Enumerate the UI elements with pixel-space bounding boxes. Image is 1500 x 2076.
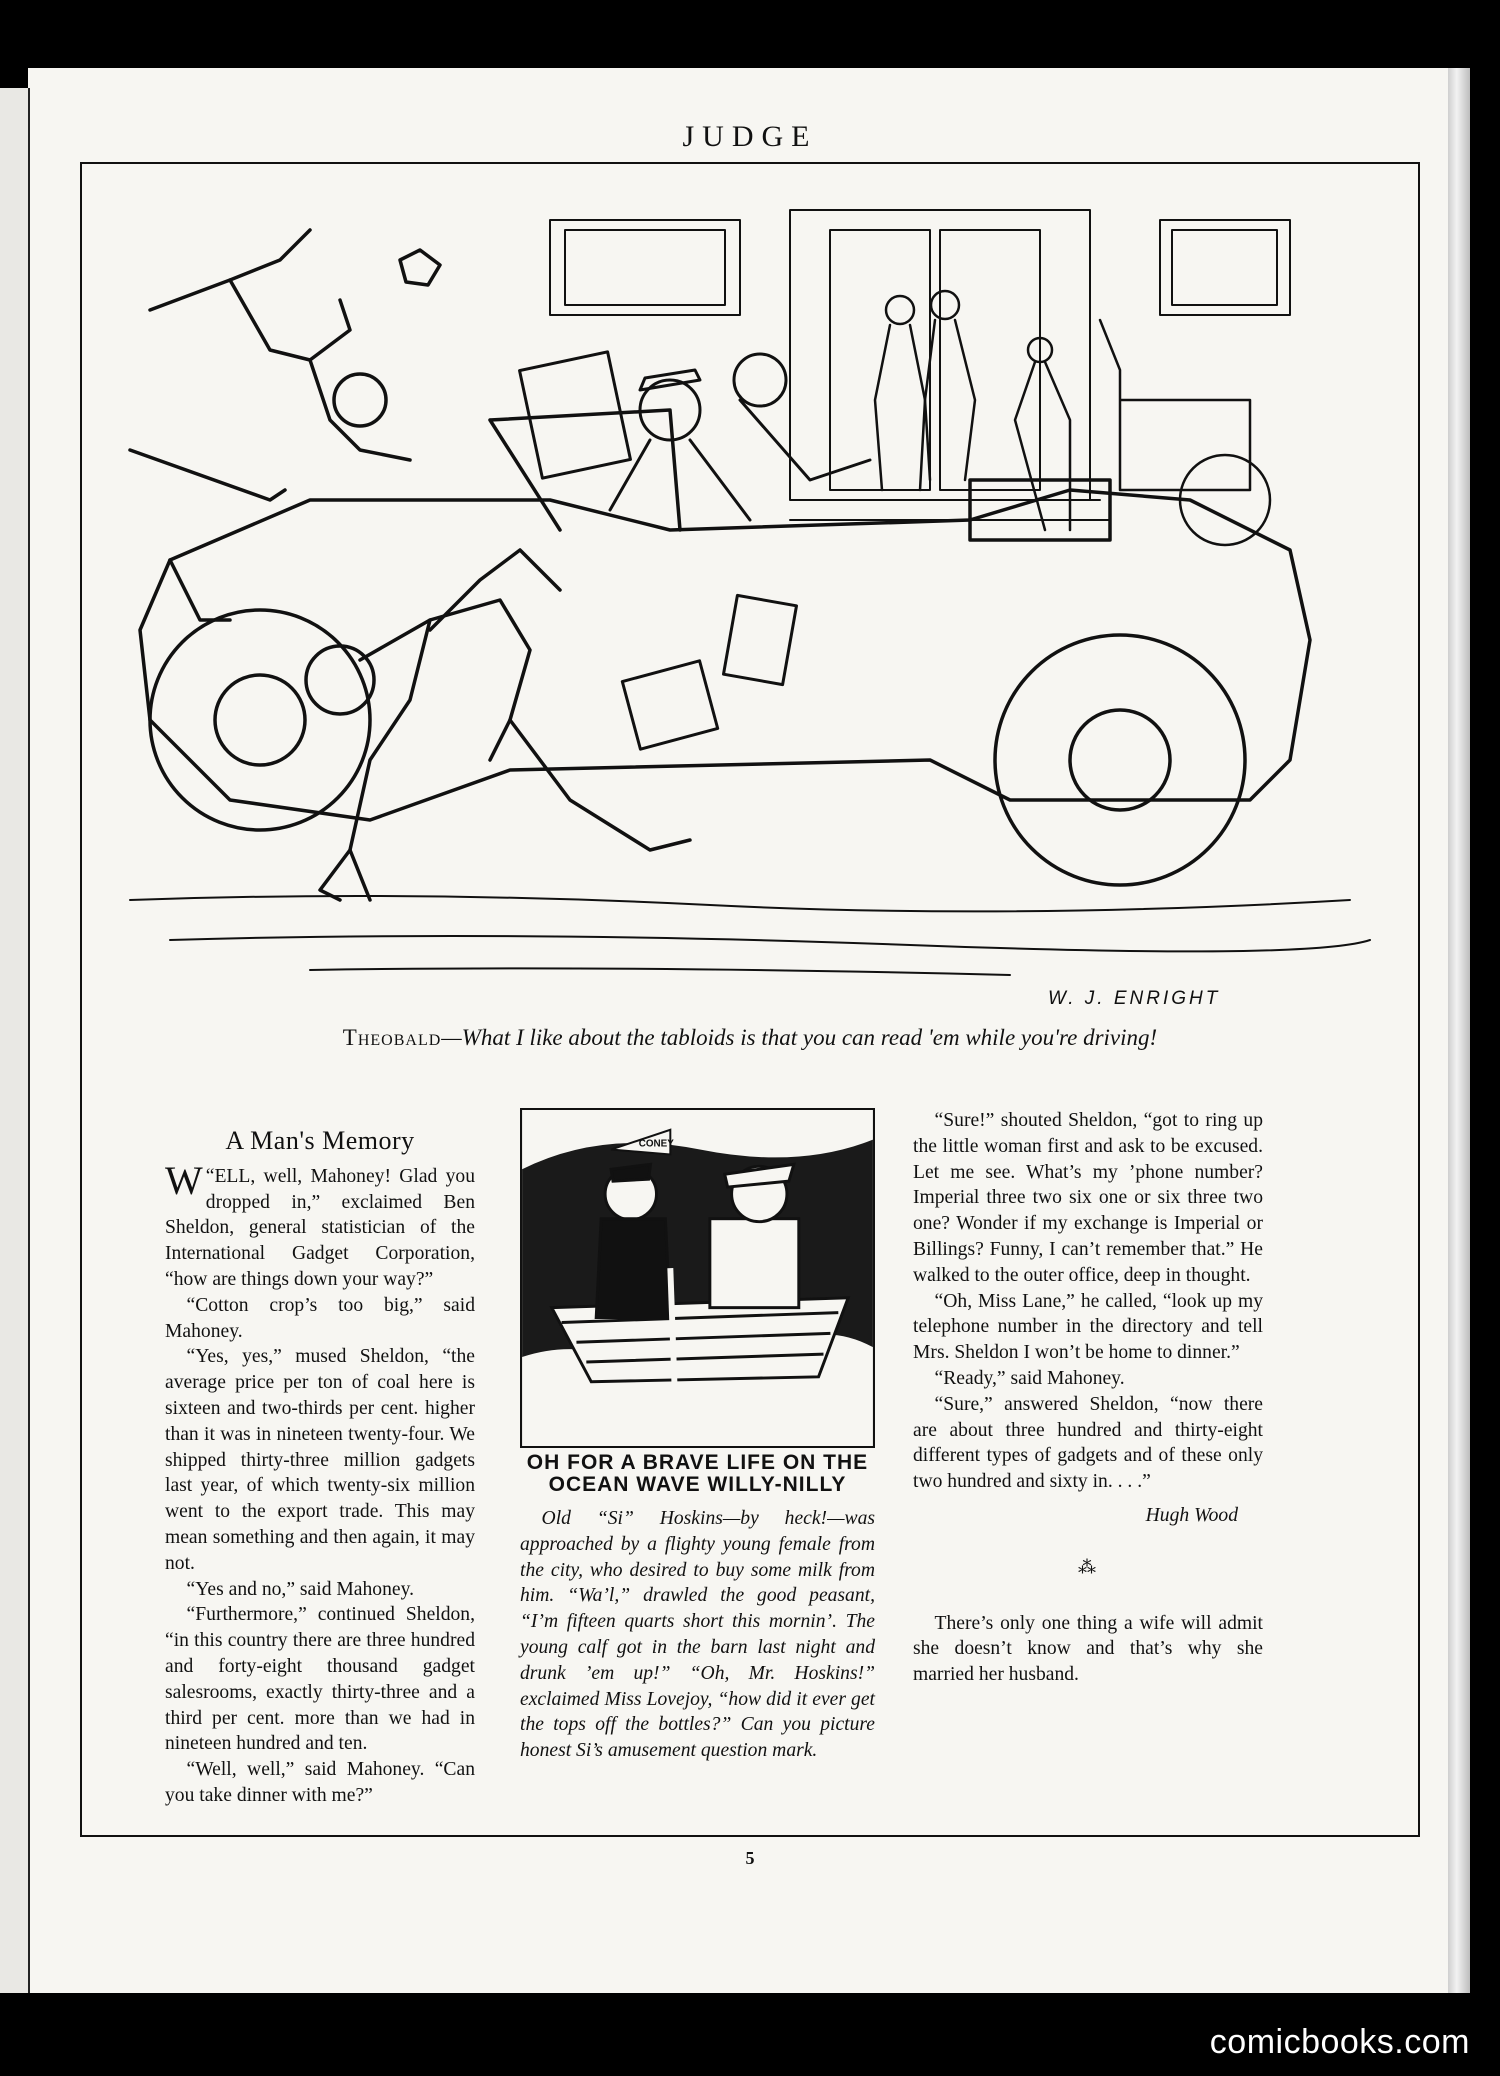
article-paragraph: “Ready,” said Mahoney. [934,1367,1125,1389]
article-right-column [913,1108,1263,1688]
driver-reading-tabloid-drawing [520,352,870,520]
flying-pedestrian-drawing [130,230,440,500]
bystanders-drawing [875,291,1270,545]
flying-briefcase-drawing [622,595,796,749]
page-number: 5 [745,1848,755,1868]
rowboat-cartoon [520,1108,875,1448]
cartoon-illustration [110,200,1400,1010]
article-paragraph: “Cotton crop’s too big,” said Mahoney. [165,1294,475,1342]
article-title: A Man's Memory [225,1126,415,1155]
middle-column [520,1108,875,1764]
section-ornament: ⁂ [1078,1556,1098,1577]
article-paragraph: “Sure!” shouted Sheldon, “got to ring up the little woman first and ask to be excused. Let me see. What’s my ’phone number? Imperial three two six one or six three two one? Wonder if my exchange is Imperial or Billings? Funny, I can’t remember that.” He walked to the outer office, deep in thought. [913,1110,1263,1286]
article-paragraph: “Well, well,” said Mahoney. “Can you take dinner with me?” [165,1759,475,1806]
article-first-paragraph: W “ELL, well, Mahoney! Glad you dropped in,” exclaimed Ben Sheldon, general statistician of the International Gadget Corporation, “how are things down your way?” [165,1157,475,1290]
pennant-label: CONEY [638,1138,674,1150]
previous-page-edge [0,88,30,1993]
scan-bottom-strip [0,1993,1500,2076]
automobile-drawing [140,410,1310,885]
article-paragraph: “Yes, yes,” mused Sheldon, “the average price per ton of coal here is sixteen and two-thirds per cent. higher than it was in nineteen twenty-four. We shipped thirty-three million gadgets last year, of which twenty-six million went to the export trade. This may mean something and then again, it may not. [165,1346,475,1574]
road-ground-drawing [130,896,1370,975]
caption-text: —What I like about the tabloids is that you can read 'em while you're driving! [441,1025,1158,1050]
drop-cap: W [165,1157,203,1203]
article-author: Hugh Wood [1145,1504,1238,1526]
watermark: comicbooks.com [1209,2023,1470,2061]
page-stack-edge [1448,68,1470,1993]
article-paragraph: “Furthermore,” continued Sheldon, “in this country there are three hundred and forty-eight thousand gadget salesrooms, exactly thirty-three and a third per cent. more than we had in nineteen hundred and ten. [165,1604,475,1755]
caption-speaker: Theobald [342,1025,442,1050]
joke-paragraph: There’s only one thing a wife will admit she doesn’t know and that’s why she married her husband. [913,1612,1263,1686]
cartoon-caption [80,1025,1420,1051]
article-paragraph: “Yes and no,” said Mahoney. [186,1578,415,1600]
rowboat-cartoon-caption: OH FOR A BRAVE LIFE ON THE OCEAN WAVE WILLY-NILLY [526,1451,869,1496]
article-left-column [165,1128,475,1809]
masthead: JUDGE [682,120,818,153]
middle-column-text: Old “Si” Hoskins—by heck!—was approached by a flighty young female from the city, who desired to buy some milk from him. “Wa’l,” drawled the good peasant, “I’m fifteen quarts short this mornin’. The young calf got in the barn last night and drunk ’em up!” “Oh, Mr. Hoskins!” exclaimed Miss Lovejoy, “how did it ever get the tops off the bottles?” Can you picture honest Si’s amusement question mark. [520,1508,875,1762]
article-paragraph: “Sure,” answered Sheldon, “now there are about three hundred and thirty-eight different types of gadgets and of these only two hundred and sixty in. . . .” [913,1393,1263,1493]
artist-signature: W. J. ENRIGHT [1048,988,1221,1009]
article-paragraph: “Oh, Miss Lane,” he called, “look up my telephone number in the directory and tell Mrs. Sheldon I won’t be home to dinner.” [913,1290,1263,1364]
